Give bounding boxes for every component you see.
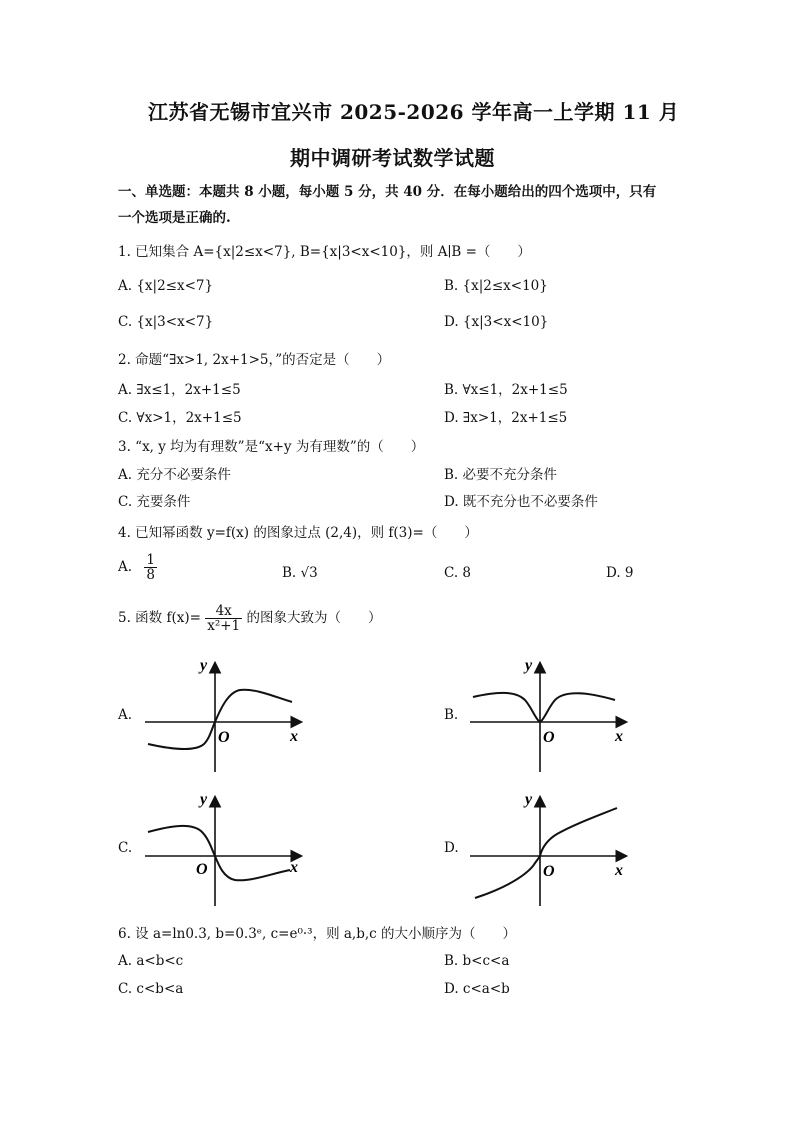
q3-option-d: D. 既不充分也不必要条件	[444, 494, 598, 510]
graph-d-curve	[475, 808, 617, 898]
q4-option-a	[118, 553, 157, 582]
q5-stem-prefix: 5. 函数 f(x)=	[118, 610, 201, 627]
q5-option-a-label: A.	[118, 707, 133, 723]
q5-option-c-label: C.	[118, 840, 133, 856]
q1-option-b: B. {x|2≤x<10}	[444, 278, 548, 294]
q5-stem	[118, 604, 381, 633]
q3-option-a: A. 充分不必要条件	[118, 467, 231, 483]
q4-option-a-fraction	[144, 553, 157, 582]
q3-option-c: C. 充要条件	[118, 494, 191, 510]
graph-d-origin-label: O	[543, 863, 555, 880]
q4-stem: 4. 已知幂函数 y=f(x) 的图象过点 (2,4)，则 f(3)=（ ）	[118, 525, 478, 541]
graph-c-origin-label: O	[196, 861, 208, 878]
q5-graph-b	[465, 652, 635, 777]
graph-b-curve	[473, 693, 615, 722]
section-header-line1: 一、单选题：本题共 8 小题，每小题 5 分，共 40 分．在每小题给出的四个选项中，只有	[118, 184, 657, 200]
q4-option-b: B. √3	[282, 565, 318, 581]
page-title-line2: 期中调研考试数学试题	[290, 146, 495, 170]
q4-option-d: D. 9	[606, 565, 634, 581]
q3-stem: 3. “x, y 均为有理数”是“x+y 为有理数”的（ ）	[118, 439, 425, 455]
graph-d-x-label: x	[615, 862, 623, 879]
q4-option-c: C. 8	[444, 565, 472, 581]
graph-a-x-label: x	[290, 728, 298, 745]
graph-d-y-label: y	[525, 791, 533, 808]
q1-option-c: C. {x|3<x<7}	[118, 314, 214, 330]
q2-option-b: B. ∀x≤1，2x+1≤5	[444, 382, 568, 398]
q5-stem-suffix: 的图象大致为（ ）	[246, 610, 382, 627]
q5-graph-a	[140, 652, 310, 777]
graph-b-y-label: y	[525, 657, 533, 674]
q5-option-d-label: D.	[444, 840, 459, 856]
graph-b-origin-label: O	[543, 729, 555, 746]
q5-frac-num: 4x	[205, 604, 242, 619]
q1-stem: 1. 已知集合 A={x|2≤x<7}, B={x|3<x<10}，则 A∣B =（ ）	[118, 244, 531, 260]
q2-stem: 2. 命题“∃x>1, 2x+1>5，”的否定是（ ）	[118, 352, 391, 368]
graph-a-origin-label: O	[218, 729, 230, 746]
q6-option-a: A. a<b<c	[118, 953, 184, 969]
q6-option-d: D. c<a<b	[444, 981, 510, 997]
q1-option-a: A. {x|2≤x<7}	[118, 278, 214, 294]
q4-frac-num: 1	[146, 552, 155, 568]
graph-a-y-label: y	[200, 657, 208, 674]
q5-graph-d	[465, 786, 635, 911]
q5-stem-fraction	[205, 604, 242, 633]
q5-option-b-label: B.	[444, 707, 459, 723]
graph-c-x-label: x	[290, 859, 298, 876]
q5-frac-den: x²+1	[207, 618, 241, 635]
q2-option-d: D. ∃x>1，2x+1≤5	[444, 410, 568, 426]
page-title-line1: 江苏省无锡市宜兴市 2025-2026 学年高一上学期 11 月	[148, 100, 680, 124]
graph-c-curve	[148, 826, 290, 880]
q4-frac-den: 8	[146, 567, 155, 584]
q2-option-c: C. ∀x>1，2x+1≤5	[118, 410, 242, 426]
section-header-line2: 一个选项是正确的.	[118, 210, 231, 226]
graph-c-y-label: y	[200, 791, 208, 808]
q1-option-d: D. {x|3<x<10}	[444, 314, 549, 330]
q2-option-a: A. ∃x≤1，2x+1≤5	[118, 382, 241, 398]
q6-option-c: C. c<b<a	[118, 981, 184, 997]
q3-option-b: B. 必要不充分条件	[444, 467, 558, 483]
q6-stem: 6. 设 a=ln0.3, b=0.3ᵉ, c=e⁰·³，则 a,b,c 的大小顺序为（ ）	[118, 926, 517, 942]
q5-graph-c	[140, 786, 310, 911]
q6-option-b: B. b<c<a	[444, 953, 510, 969]
graph-b-x-label: x	[615, 728, 623, 745]
q4-option-a-label: A.	[118, 559, 133, 576]
